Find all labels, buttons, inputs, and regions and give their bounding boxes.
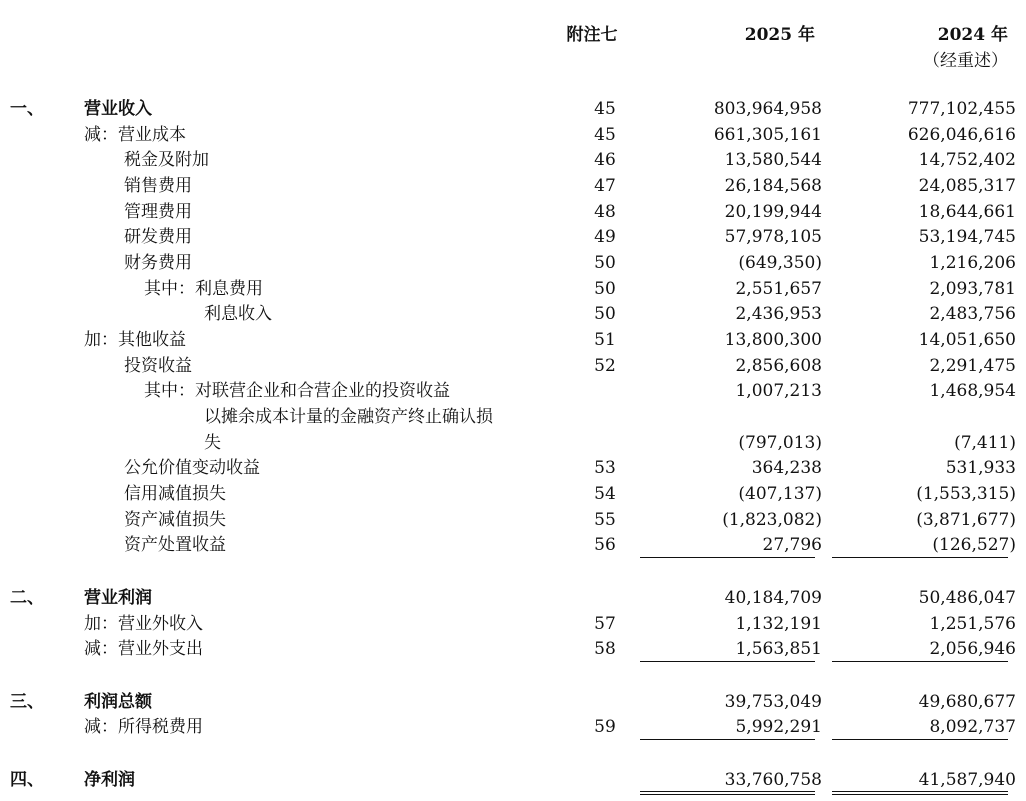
statement-row <box>0 378 1026 404</box>
statement-row <box>0 585 1026 611</box>
subtotal-rule <box>640 661 815 662</box>
note-reference: 53 <box>594 458 616 478</box>
line-item-label: 销售费用 <box>124 176 192 196</box>
amount-2025: 33,760,758 <box>724 770 822 790</box>
amount-2025: 40,184,709 <box>724 588 822 608</box>
amount-2024: 2,056,946 <box>929 639 1016 659</box>
line-item-label: 研发费用 <box>124 227 192 247</box>
statement-row <box>0 327 1026 353</box>
amount-2025: (649,350) <box>738 253 822 273</box>
line-item-label: 公允价值变动收益 <box>124 458 260 478</box>
line-item-label: 以摊余成本计量的金融资产终止确认损 <box>204 407 493 427</box>
subtotal-rule <box>832 739 1008 740</box>
amount-2025: (1,823,082) <box>722 510 822 530</box>
note-reference: 51 <box>594 330 616 350</box>
statement-row <box>0 430 1026 456</box>
line-item-label: 营业利润 <box>84 588 152 608</box>
statement-row <box>0 353 1026 379</box>
amount-2025: 1,007,213 <box>735 381 822 401</box>
amount-2025: 26,184,568 <box>724 176 822 196</box>
statement-row <box>0 250 1026 276</box>
line-item-label: 其中：利息费用 <box>144 279 263 299</box>
line-item-label: 减：营业成本 <box>84 125 186 145</box>
amount-2024: (126,527) <box>932 535 1016 555</box>
note-reference: 49 <box>594 227 616 247</box>
line-item-label: 投资收益 <box>124 356 192 376</box>
note-reference: 50 <box>594 253 616 273</box>
amount-2024: 18,644,661 <box>918 202 1016 222</box>
statement-row <box>0 532 1026 558</box>
line-item-label: 其中：对联营企业和合营企业的投资收益 <box>144 381 450 401</box>
note-reference: 57 <box>594 614 616 634</box>
line-item-label: 资产处置收益 <box>124 535 226 555</box>
amount-2025: 661,305,161 <box>713 125 822 145</box>
amount-2025: 39,753,049 <box>724 692 822 712</box>
amount-2025: 13,580,544 <box>724 150 822 170</box>
amount-2025: (407,137) <box>738 484 822 504</box>
statement-row <box>0 767 1026 793</box>
note-reference: 50 <box>594 304 616 324</box>
line-item-label: 管理费用 <box>124 202 192 222</box>
amount-2024: (7,411) <box>954 433 1016 453</box>
line-item-label: 减：所得税费用 <box>84 717 203 737</box>
amount-2024: (1,553,315) <box>916 484 1016 504</box>
line-item-label: 利润总额 <box>84 692 152 712</box>
amount-2025: 1,563,851 <box>735 639 822 659</box>
note-reference: 45 <box>594 99 616 119</box>
statement-row <box>0 199 1026 225</box>
amount-2025: 803,964,958 <box>713 99 822 119</box>
line-item-label: 减：营业外支出 <box>84 639 203 659</box>
header-year-prior: 2024 年 <box>937 25 1008 45</box>
line-item-label: 失 <box>204 433 221 453</box>
section-number: 四、 <box>10 770 44 790</box>
statement-row <box>0 404 1026 430</box>
line-item-label: 信用减值损失 <box>124 484 226 504</box>
amount-2024: 24,085,317 <box>918 176 1016 196</box>
amount-2025: 2,551,657 <box>735 279 822 299</box>
amount-2024: 14,752,402 <box>918 150 1016 170</box>
note-reference: 46 <box>594 150 616 170</box>
note-reference: 59 <box>594 717 616 737</box>
amount-2024: 41,587,940 <box>918 770 1016 790</box>
statement-row <box>0 122 1026 148</box>
note-reference: 50 <box>594 279 616 299</box>
amount-2025: 5,992,291 <box>735 717 822 737</box>
note-reference: 45 <box>594 125 616 145</box>
note-reference: 56 <box>594 535 616 555</box>
subtotal-rule <box>640 557 815 558</box>
amount-2025: 2,856,608 <box>735 356 822 376</box>
subtotal-rule <box>832 557 1008 558</box>
header-year-current: 2025 年 <box>744 25 815 45</box>
statement-row <box>0 636 1026 662</box>
amount-2024: 50,486,047 <box>918 588 1016 608</box>
subtotal-rule <box>832 661 1008 662</box>
amount-2025: 2,436,953 <box>735 304 822 324</box>
amount-2024: (3,871,677) <box>916 510 1016 530</box>
statement-row <box>0 96 1026 122</box>
amount-2024: 2,093,781 <box>929 279 1016 299</box>
subtotal-rule <box>640 739 815 740</box>
amount-2024: 1,216,206 <box>929 253 1016 273</box>
amount-2025: 13,800,300 <box>724 330 822 350</box>
statement-row <box>0 455 1026 481</box>
note-reference: 48 <box>594 202 616 222</box>
amount-2024: 8,092,737 <box>929 717 1016 737</box>
header-prior-restated: （经重述） <box>923 51 1008 71</box>
note-reference: 58 <box>594 639 616 659</box>
amount-2025: 1,132,191 <box>735 614 822 634</box>
total-double-rule <box>640 791 815 795</box>
amount-2025: 27,796 <box>762 535 822 555</box>
header-note-column: 附注七 <box>566 25 618 45</box>
line-item-label: 税金及附加 <box>124 150 209 170</box>
note-reference: 52 <box>594 356 616 376</box>
line-item-label: 净利润 <box>84 770 135 790</box>
statement-row <box>0 481 1026 507</box>
statement-row <box>0 611 1026 637</box>
amount-2024: 2,291,475 <box>929 356 1016 376</box>
amount-2024: 53,194,745 <box>918 227 1016 247</box>
line-item-label: 加：其他收益 <box>84 330 186 350</box>
note-reference: 54 <box>594 484 616 504</box>
statement-row <box>0 173 1026 199</box>
amount-2025: 20,199,944 <box>724 202 822 222</box>
amount-2024: 777,102,455 <box>907 99 1016 119</box>
section-number: 一、 <box>10 99 44 119</box>
statement-row <box>0 147 1026 173</box>
total-double-rule <box>832 791 1008 795</box>
statement-row <box>0 224 1026 250</box>
line-item-label: 加：营业外收入 <box>84 614 203 634</box>
statement-row <box>0 276 1026 302</box>
amount-2024: 2,483,756 <box>929 304 1016 324</box>
amount-2024: 49,680,677 <box>918 692 1016 712</box>
statement-row <box>0 714 1026 740</box>
line-item-label: 财务费用 <box>124 253 192 273</box>
statement-row <box>0 507 1026 533</box>
section-number: 三、 <box>10 692 44 712</box>
line-item-label: 利息收入 <box>204 304 272 324</box>
amount-2024: 531,933 <box>945 458 1016 478</box>
statement-row <box>0 301 1026 327</box>
amount-2024: 1,468,954 <box>929 381 1016 401</box>
amount-2024: 14,051,650 <box>918 330 1016 350</box>
amount-2024: 626,046,616 <box>907 125 1016 145</box>
note-reference: 47 <box>594 176 616 196</box>
amount-2025: 57,978,105 <box>724 227 822 247</box>
line-item-label: 资产减值损失 <box>124 510 226 530</box>
section-number: 二、 <box>10 588 44 608</box>
amount-2024: 1,251,576 <box>929 614 1016 634</box>
line-item-label: 营业收入 <box>84 99 152 119</box>
amount-2025: (797,013) <box>738 433 822 453</box>
note-reference: 55 <box>594 510 616 530</box>
statement-row <box>0 689 1026 715</box>
amount-2025: 364,238 <box>751 458 822 478</box>
